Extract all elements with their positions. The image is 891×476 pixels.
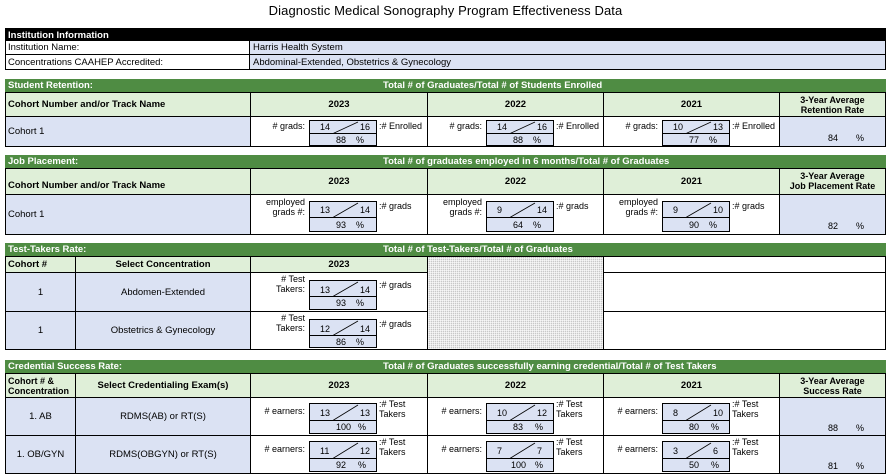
percent-box <box>486 218 554 232</box>
placement-left-label <box>428 197 482 217</box>
retention-year-2022: 2022 <box>428 93 604 117</box>
credential-section-desc: Total # of Graduates successfully earning credential/Total # of Test Takers <box>383 361 717 372</box>
credential-right-label <box>379 399 406 419</box>
percent-box <box>486 134 554 146</box>
right-label-line1: :# Test <box>556 437 583 447</box>
placement-right-label: :# grads <box>732 201 765 211</box>
credential-row1-2021 <box>604 398 780 436</box>
retention-cell-2021 <box>604 117 780 147</box>
credential-row1-avg <box>780 398 886 436</box>
left-label-line2: grads #: <box>272 207 305 217</box>
placement-avg-header-line1: 3-Year Average <box>800 171 865 181</box>
percent-box <box>486 421 554 434</box>
retention-right-label: :# Enrolled <box>379 121 423 131</box>
retention-section-bar <box>5 79 886 92</box>
percent-sign: % <box>356 337 365 347</box>
credential-avg-value: 81 <box>828 461 839 471</box>
right-label-line1: :# Test <box>379 399 406 409</box>
testtakers-table <box>5 256 886 350</box>
concentrations-label: Concentrations CAAHEP Accredited: <box>6 55 250 69</box>
percent-sign: % <box>533 135 542 145</box>
testtakers-section-bar <box>5 243 886 256</box>
percent-sign: % <box>358 460 367 470</box>
percent-sign: % <box>856 423 865 433</box>
fraction-numerator: 14 <box>497 122 508 132</box>
percent-box <box>309 421 377 434</box>
retention-left-label: # grads: <box>449 121 482 131</box>
fraction-box <box>662 403 730 421</box>
percent-value: 100 <box>336 422 352 432</box>
fraction-denominator: 14 <box>537 205 548 215</box>
credential-right-label <box>556 437 583 457</box>
percent-box <box>309 218 377 232</box>
percent-sign: % <box>856 221 865 231</box>
percent-sign: % <box>533 220 542 230</box>
percent-box <box>662 134 730 146</box>
placement-table <box>5 168 886 235</box>
fraction-denominator: 14 <box>360 324 371 334</box>
retention-cell-2023 <box>251 117 428 147</box>
testtakers-row2-blank <box>604 312 886 350</box>
fraction-box <box>309 441 377 459</box>
credential-section-label: Credential Success Rate: <box>8 361 123 372</box>
percent-sign: % <box>356 298 365 308</box>
credential-left-label: # earners: <box>441 406 482 416</box>
testtakers-left-label <box>251 274 305 294</box>
fraction-denominator: 13 <box>713 122 724 132</box>
retention-col-cohort: Cohort Number and/or Track Name <box>6 93 251 117</box>
fraction-numerator: 13 <box>320 205 331 215</box>
credential-section-bar <box>5 360 886 373</box>
percent-sign: % <box>709 135 718 145</box>
percent-value: 100 <box>511 460 527 470</box>
placement-cell-2023 <box>251 195 428 235</box>
testtakers-disabled-hatch <box>428 257 604 350</box>
fraction-numerator: 10 <box>673 122 684 132</box>
right-label-line1: :# Test <box>379 437 406 447</box>
retention-right-label: :# Enrolled <box>732 121 776 131</box>
right-label-line1: :# Test <box>732 399 759 409</box>
retention-table <box>5 92 886 147</box>
fraction-numerator: 13 <box>320 285 331 295</box>
retention-avg-header: 3-Year Average Retention Rate <box>780 93 886 117</box>
fraction-box <box>309 403 377 421</box>
credential-row1-2022 <box>428 398 604 436</box>
percent-sign: % <box>535 460 544 470</box>
page-title: Diagnostic Medical Sonography Program Effectiveness Data <box>268 3 623 18</box>
right-label-line1: :# Test <box>732 437 759 447</box>
placement-avg-header <box>780 169 886 195</box>
percent-value: 93 <box>336 298 347 308</box>
fraction-denominator: 16 <box>537 122 548 132</box>
placement-left-label <box>251 197 305 217</box>
placement-section-label: Job Placement: <box>8 156 79 167</box>
right-label-line1: :# Test <box>556 399 583 409</box>
testtakers-row2-conc: Obstetrics & Gynecology <box>76 312 251 350</box>
institution-block <box>5 28 886 70</box>
testtakers-row1-conc: Abdomen-Extended <box>76 273 251 312</box>
percent-sign: % <box>358 422 367 432</box>
testtakers-section-label: Test-Takers Rate: <box>8 244 87 255</box>
fraction-box <box>662 120 730 134</box>
credential-row2-exam: RDMS(OBGYN) or RT(S) <box>76 436 251 474</box>
percent-box <box>486 459 554 472</box>
testtakers-col-cohort: Cohort # <box>6 257 76 273</box>
credential-row2-2023 <box>251 436 428 474</box>
fraction-denominator: 10 <box>713 205 724 215</box>
placement-year-2022: 2022 <box>428 169 604 195</box>
percent-sign: % <box>856 461 865 471</box>
fraction-numerator: 9 <box>673 205 679 215</box>
concentrations-value: Abdominal-Extended, Obstetrics & Gynecology <box>250 55 885 69</box>
credential-avg-value: 88 <box>828 423 839 433</box>
percent-value: 88 <box>336 135 347 145</box>
testtakers-year-2023: 2023 <box>251 257 428 273</box>
retention-avg-cell <box>780 117 886 147</box>
percent-box <box>662 218 730 232</box>
placement-cell-2021 <box>604 195 780 235</box>
credential-row2-2022 <box>428 436 604 474</box>
fraction-box <box>486 403 554 421</box>
retention-right-label: :# Enrolled <box>556 121 600 131</box>
percent-value: 92 <box>336 460 347 470</box>
fraction-box <box>309 280 377 297</box>
percent-value: 80 <box>689 422 700 432</box>
credential-col-exam: Select Credentialing Exam(s) <box>76 374 251 398</box>
percent-box <box>662 459 730 472</box>
testtakers-row1-cell <box>251 273 428 312</box>
placement-cohort-name: Cohort 1 <box>6 195 251 235</box>
fraction-numerator: 3 <box>673 446 679 456</box>
fraction-denominator: 12 <box>537 408 548 418</box>
testtakers-row2-cohort: 1 <box>6 312 76 350</box>
fraction-numerator: 9 <box>497 205 503 215</box>
fraction-numerator: 7 <box>497 446 503 456</box>
retention-section-label: Student Retention: <box>8 80 93 91</box>
placement-right-label: :# grads <box>556 201 589 211</box>
left-label-line2: grads #: <box>449 207 482 217</box>
placement-year-2023: 2023 <box>251 169 428 195</box>
fraction-box <box>309 319 377 336</box>
retention-section-desc: Total # of Graduates/Total # of Students Enrolled <box>383 80 603 91</box>
fraction-denominator: 7 <box>537 446 543 456</box>
testtakers-row1-cohort: 1 <box>6 273 76 312</box>
credential-left-label: # earners: <box>264 444 305 454</box>
fraction-denominator: 14 <box>360 205 371 215</box>
fraction-denominator: 14 <box>360 285 371 295</box>
credential-left-label: # earners: <box>617 406 658 416</box>
percent-box <box>309 459 377 472</box>
left-label-line1: # Test <box>281 313 305 323</box>
placement-section-bar <box>5 155 886 168</box>
left-label-line2: Takers: <box>275 284 305 294</box>
credential-row1-exam: RDMS(AB) or RT(S) <box>76 398 251 436</box>
credential-col-cohort <box>6 374 76 398</box>
percent-value: 90 <box>689 220 700 230</box>
testtakers-section-desc: Total # of Test-Takers/Total # of Graduates <box>383 244 573 255</box>
percent-sign: % <box>711 422 720 432</box>
credential-row1-cohort: 1. AB <box>6 398 76 436</box>
percent-value: 77 <box>689 135 700 145</box>
right-label-line2: Takers <box>732 447 759 457</box>
credential-right-label <box>732 399 759 419</box>
credential-left-label: # earners: <box>617 444 658 454</box>
left-label-line1: # Test <box>281 274 305 284</box>
placement-avg-header-line2: Job Placement Rate <box>789 181 876 191</box>
credential-row1-2023 <box>251 398 428 436</box>
percent-value: 93 <box>336 220 347 230</box>
credential-year-2021: 2021 <box>604 374 780 398</box>
fraction-slash-icon <box>663 442 731 460</box>
credential-row2-2021 <box>604 436 780 474</box>
percent-sign: % <box>711 460 720 470</box>
testtakers-row2-cell <box>251 312 428 350</box>
credential-right-label <box>379 437 406 457</box>
fraction-denominator: 10 <box>713 408 724 418</box>
retention-year-2023: 2023 <box>251 93 428 117</box>
right-label-line2: Takers <box>556 409 583 419</box>
credential-avg-header-line1: 3-Year Average <box>800 376 865 386</box>
credential-left-label: # earners: <box>441 444 482 454</box>
retention-cell-2022 <box>428 117 604 147</box>
credential-row2-cohort: 1. OB/GYN <box>6 436 76 474</box>
retention-avg-value: 84 <box>828 133 839 143</box>
percent-sign: % <box>356 135 365 145</box>
fraction-box <box>309 120 377 134</box>
left-label-line1: employed <box>618 197 658 207</box>
credential-avg-header <box>780 374 886 398</box>
retention-cohort-name: Cohort 1 <box>6 117 251 147</box>
placement-right-label: :# grads <box>379 201 412 211</box>
testtakers-row1-blank <box>604 273 886 312</box>
percent-sign: % <box>535 422 544 432</box>
placement-cell-2022 <box>428 195 604 235</box>
fraction-box <box>486 441 554 459</box>
percent-value: 50 <box>689 460 700 470</box>
right-label-line2: Takers <box>379 447 406 457</box>
fraction-numerator: 11 <box>320 446 330 456</box>
credential-table <box>5 373 886 474</box>
retention-left-label: # grads: <box>272 121 305 131</box>
percent-box <box>662 421 730 434</box>
testtakers-col-conc: Select Concentration <box>76 257 251 273</box>
credential-row2-avg <box>780 436 886 474</box>
percent-value: 88 <box>513 135 524 145</box>
fraction-box <box>309 201 377 218</box>
fraction-numerator: 13 <box>320 408 331 418</box>
percent-value: 86 <box>336 337 347 347</box>
fraction-denominator: 16 <box>360 122 371 132</box>
fraction-denominator: 12 <box>360 446 371 456</box>
right-label-line2: Takers <box>732 409 759 419</box>
testtakers-right-label: :# grads <box>379 280 412 290</box>
fraction-box <box>662 201 730 218</box>
percent-sign: % <box>856 133 865 143</box>
left-label-line2: Takers: <box>275 323 305 333</box>
placement-section-desc: Total # of graduates employed in 6 months/Total # of Graduates <box>383 156 670 167</box>
fraction-numerator: 10 <box>497 408 508 418</box>
credential-right-label <box>732 437 759 457</box>
testtakers-right-label: :# grads <box>379 319 412 329</box>
retention-left-label: # grads: <box>625 121 658 131</box>
placement-col-cohort: Cohort Number and/or Track Name <box>6 169 251 195</box>
placement-avg-cell <box>780 195 886 235</box>
placement-year-2021: 2021 <box>604 169 780 195</box>
placement-avg-value: 82 <box>828 221 839 231</box>
percent-box <box>309 297 377 310</box>
percent-box <box>309 336 377 348</box>
testtakers-blank-header <box>604 257 886 273</box>
fraction-box <box>662 441 730 459</box>
credential-right-label <box>556 399 583 419</box>
left-label-line1: employed <box>442 197 482 207</box>
percent-value: 64 <box>513 220 524 230</box>
fraction-numerator: 14 <box>320 122 331 132</box>
fraction-box <box>486 120 554 134</box>
percent-sign: % <box>709 220 718 230</box>
percent-box <box>309 134 377 146</box>
credential-avg-header-line2: Success Rate <box>803 386 862 396</box>
fraction-denominator: 13 <box>360 408 371 418</box>
fraction-denominator: 6 <box>713 446 719 456</box>
percent-value: 83 <box>513 422 524 432</box>
fraction-numerator: 8 <box>673 408 679 418</box>
right-label-line2: Takers <box>556 447 583 457</box>
institution-header: Institution Information <box>6 29 885 41</box>
fraction-box <box>486 201 554 218</box>
placement-left-label <box>604 197 658 217</box>
col-cohort-line2: Concentration <box>8 386 70 396</box>
institution-name-label: Institution Name: <box>6 41 250 55</box>
percent-sign: % <box>356 220 365 230</box>
credential-left-label: # earners: <box>264 406 305 416</box>
institution-name-value: Harris Health System <box>250 41 885 55</box>
credential-year-2022: 2022 <box>428 374 604 398</box>
fraction-numerator: 12 <box>320 324 331 334</box>
fraction-slash-icon <box>487 442 555 460</box>
retention-year-2021: 2021 <box>604 93 780 117</box>
col-cohort-line1: Cohort # & <box>8 376 54 386</box>
left-label-line2: grads #: <box>625 207 658 217</box>
left-label-line1: employed <box>265 197 305 207</box>
testtakers-left-label <box>251 313 305 333</box>
right-label-line2: Takers <box>379 409 406 419</box>
credential-year-2023: 2023 <box>251 374 428 398</box>
